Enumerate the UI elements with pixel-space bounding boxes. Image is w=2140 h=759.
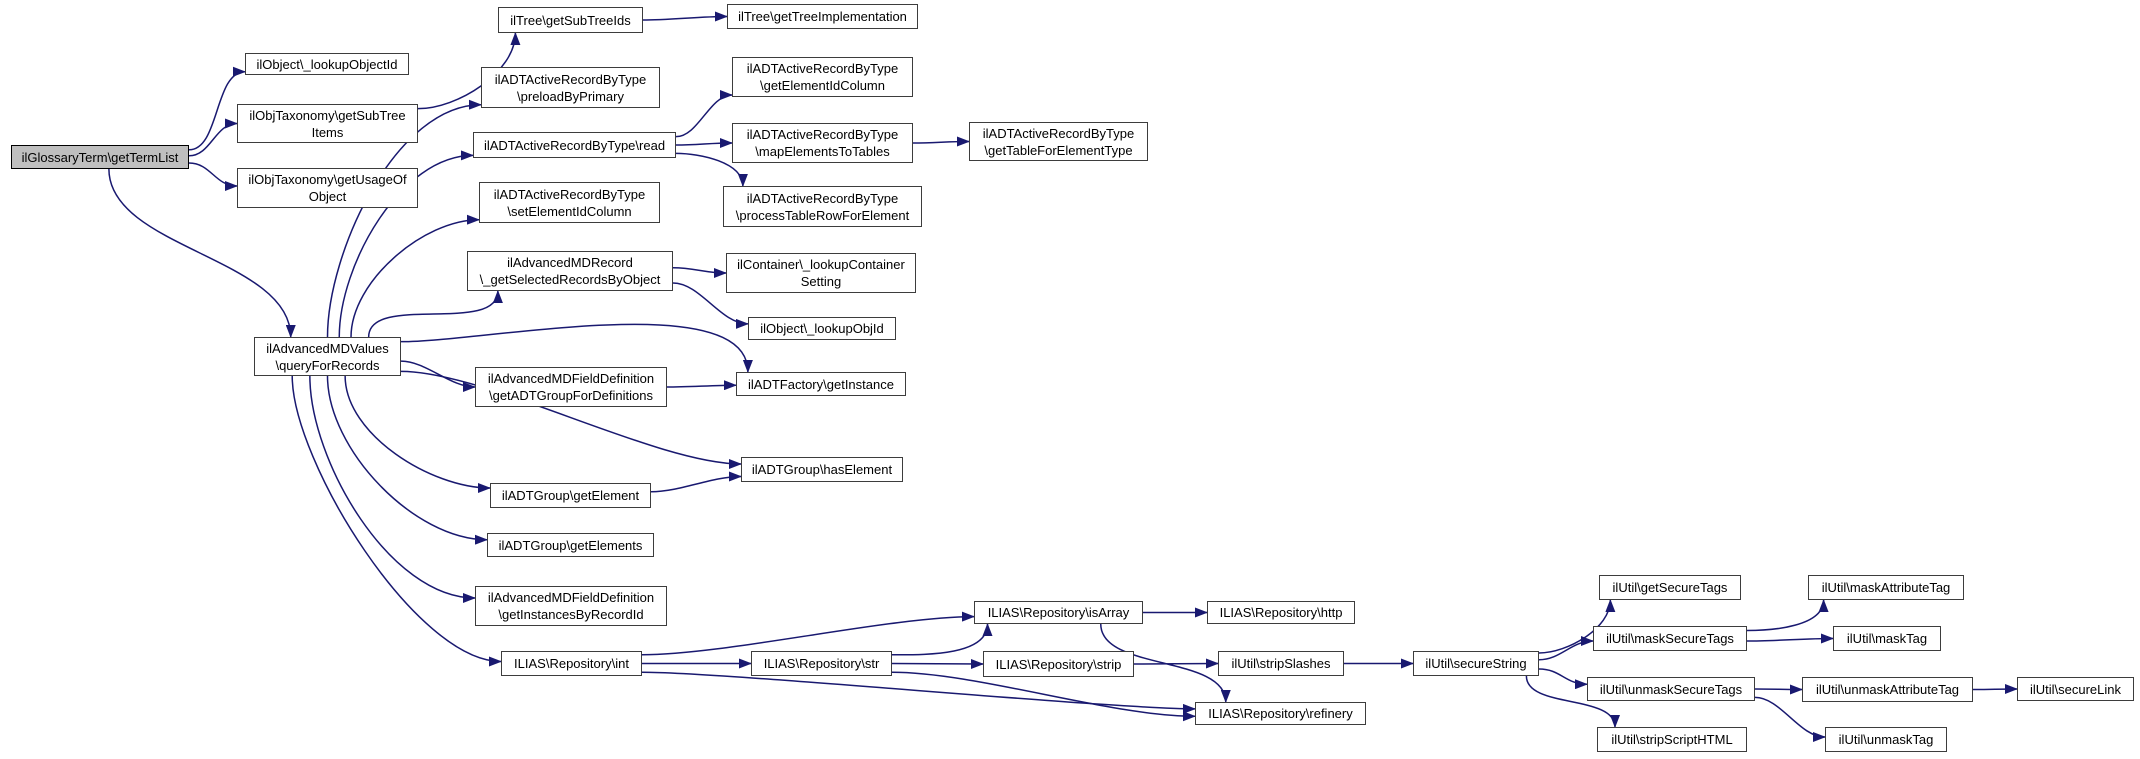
node-label: ilADTActiveRecordByType	[494, 71, 647, 87]
edge-secureString-to-maskSecureTags	[1539, 641, 1593, 660]
edge-unmaskSecureTags-to-unmaskAttributeTag	[1755, 689, 1802, 690]
edge-maskSecureTags-to-maskAttributeTag	[1747, 600, 1824, 631]
node-label: ILIAS\Repository\str	[763, 656, 880, 671]
edge-secureString-to-unmaskSecureTags	[1539, 669, 1587, 684]
node-lookupObjId[interactable]	[748, 317, 896, 340]
edge-getTermList-to-getUsageOfObject	[189, 163, 237, 186]
node-label: ilObjTaxonomy\getUsageOf	[248, 172, 407, 187]
node-label: ILIAS\Repository\isArray	[987, 605, 1130, 620]
edge-getSelectedRecordsByObject-to-lookupContainerSetting	[673, 268, 726, 273]
node-label: ilGlossaryTerm\getTermList	[21, 149, 179, 165]
edge-queryForRecords-to-repoInt	[292, 376, 501, 662]
node-getSelectedRecordsByObject[interactable]	[467, 251, 673, 291]
node-http[interactable]	[1207, 601, 1355, 624]
edge-unmaskSecureTags-to-unmaskTag	[1755, 697, 1825, 737]
node-processTableRowForElement[interactable]	[723, 186, 922, 227]
node-label: ilAdvancedMDFieldDefinition	[487, 371, 655, 386]
node-label: ilADTFactory\getInstance	[748, 376, 894, 392]
node-label: ilADTGroup\hasElement	[751, 462, 893, 477]
node-queryForRecords[interactable]	[254, 337, 401, 376]
node-label: ilADTActiveRecordByType	[746, 127, 899, 142]
node-getADTGroupForDefinitions[interactable]	[475, 367, 667, 407]
node-maskAttributeTag[interactable]	[1808, 575, 1964, 600]
node-label: \getElementIdColumn	[759, 78, 885, 93]
node-label: Items	[311, 124, 344, 140]
node-getElement[interactable]	[490, 483, 651, 508]
node-label: ilAdvancedMDFieldDefinition	[487, 590, 655, 605]
edge-strip-to-stripSlashes	[1134, 664, 1218, 665]
node-label: \setElementIdColumn	[507, 203, 632, 219]
node-label: ilADTActiveRecordByType	[493, 186, 646, 202]
node-label: ilObject\_lookupObjectId	[256, 56, 398, 72]
node-read[interactable]	[473, 132, 676, 158]
node-label: \mapElementsToTables	[755, 144, 890, 159]
node-label: ilUtil\stripScriptHTML	[1611, 732, 1733, 747]
node-unmaskAttributeTag[interactable]	[1802, 677, 1973, 702]
node-getTableForElementType[interactable]	[969, 122, 1148, 161]
edge-repoStr-to-refinery	[892, 672, 1195, 716]
node-refinery[interactable]	[1195, 702, 1366, 725]
edge-getSubTreeIds-to-getTreeImplementation	[643, 17, 727, 21]
node-lookupContainerSetting[interactable]	[726, 253, 916, 293]
edge-repoStr-to-strip	[892, 664, 983, 665]
node-maskTag[interactable]	[1833, 626, 1941, 651]
edge-repoInt-to-refinery	[642, 672, 1195, 709]
node-setElementIdColumn[interactable]	[479, 182, 660, 223]
edge-mapElementsToTables-to-getTableForElementType	[913, 142, 969, 144]
node-isArray[interactable]	[974, 601, 1143, 624]
node-label: ilUtil\unmaskAttributeTag	[1815, 682, 1960, 697]
node-label: ilUtil\secureLink	[2029, 681, 2122, 697]
node-getElementIdColumn[interactable]	[732, 57, 913, 97]
node-label: ilTree\getSubTreeIds	[510, 12, 631, 28]
node-label: ILIAS\Repository\refinery	[1208, 706, 1353, 721]
node-label: ilUtil\stripSlashes	[1231, 656, 1331, 671]
edge-maskSecureTags-to-maskTag	[1747, 639, 1833, 642]
node-label: \getADTGroupForDefinitions	[488, 388, 653, 403]
node-label: \getInstancesByRecordId	[498, 607, 644, 622]
node-label: ilUtil\unmaskSecureTags	[1599, 681, 1743, 697]
edge-queryForRecords-to-getSelectedRecordsByObject	[369, 291, 498, 337]
node-label: ilObject\_lookupObjId	[760, 321, 884, 336]
node-label: ilADTActiveRecordByType\read	[483, 137, 666, 153]
edge-read-to-getElementIdColumn	[676, 95, 732, 137]
node-label: ilContainer\_lookupContainer	[737, 257, 905, 272]
node-label: ILIAS\Repository\int	[514, 656, 629, 671]
node-hasElement[interactable]	[741, 457, 903, 482]
node-maskSecureTags[interactable]	[1593, 626, 1747, 651]
node-label: ilTree\getTreeImplementation	[738, 9, 907, 24]
node-strip[interactable]	[983, 651, 1134, 677]
node-label: ilADTActiveRecordByType	[746, 61, 899, 76]
edge-getElement-to-hasElement	[651, 477, 741, 492]
node-label: \getTableForElementType	[984, 142, 1133, 158]
edge-queryForRecords-to-setElementIdColumn	[351, 220, 479, 337]
node-label: ILIAS\Repository\http	[1219, 605, 1343, 620]
node-label: ilADTActiveRecordByType	[982, 125, 1135, 141]
node-label: \preloadByPrimary	[517, 88, 624, 104]
edge-repoInt-to-isArray	[642, 617, 974, 655]
node-label: ILIAS\Repository\strip	[995, 656, 1122, 672]
node-getInstancesByRecordId[interactable]	[475, 586, 667, 626]
node-lookupObjectId[interactable]	[245, 53, 409, 75]
edge-queryForRecords-to-getInstancesByRecordId	[310, 376, 475, 598]
edge-getADTGroupForDefinitions-to-getInstance	[667, 385, 736, 387]
node-getSubTreeItems[interactable]	[237, 104, 418, 143]
node-label: ilUtil\unmaskTag	[1838, 732, 1934, 747]
edge-queryForRecords-to-getInstance	[401, 324, 748, 372]
node-repoStr[interactable]	[751, 651, 892, 676]
node-label: ilUtil\maskAttributeTag	[1821, 580, 1951, 595]
node-preloadByPrimary[interactable]	[481, 67, 660, 108]
edge-queryForRecords-to-getADTGroupForDefinitions	[401, 361, 475, 387]
node-label: ilUtil\maskSecureTags	[1606, 631, 1734, 646]
node-secureLink[interactable]	[2017, 677, 2134, 701]
node-label: \_getSelectedRecordsByObject	[479, 272, 661, 287]
node-label: ilUtil\maskTag	[1846, 631, 1928, 646]
node-label: Setting	[800, 274, 842, 289]
node-label: ilAdvancedMDRecord	[507, 255, 633, 270]
node-label: ilADTGroup\getElement	[501, 488, 640, 503]
node-label: ilUtil\secureString	[1425, 656, 1527, 671]
edge-queryForRecords-to-getElements	[328, 376, 488, 540]
node-getTreeImplementation[interactable]	[727, 4, 918, 29]
node-unmaskSecureTags[interactable]	[1587, 677, 1755, 701]
node-mapElementsToTables[interactable]	[732, 123, 913, 163]
node-getSecureTags[interactable]	[1599, 575, 1741, 600]
edge-getTermList-to-getSubTreeItems	[189, 124, 237, 156]
node-repoInt[interactable]	[501, 651, 642, 676]
edge-unmaskAttributeTag-to-secureLink	[1973, 689, 2017, 690]
edge-repoStr-to-isArray	[892, 624, 988, 655]
node-label: ilAdvancedMDValues	[266, 340, 389, 356]
node-label: ilUtil\getSecureTags	[1612, 580, 1728, 595]
edge-read-to-mapElementsToTables	[676, 143, 732, 145]
node-label: \queryForRecords	[275, 357, 380, 373]
node-unmaskTag[interactable]	[1825, 727, 1947, 752]
node-stripScriptHTML[interactable]	[1597, 727, 1747, 752]
node-stripSlashes[interactable]	[1218, 651, 1344, 676]
node-label: \processTableRowForElement	[735, 207, 910, 223]
node-label: Object	[308, 189, 347, 204]
node-getInstance[interactable]	[736, 372, 906, 396]
node-getSubTreeIds[interactable]	[498, 7, 643, 33]
node-getUsageOfObject[interactable]	[237, 168, 418, 208]
node-label: ilADTActiveRecordByType	[746, 190, 899, 206]
node-label: ilADTGroup\getElements	[498, 537, 643, 553]
node-secureString[interactable]	[1413, 651, 1539, 676]
node-getTermList	[11, 145, 189, 169]
node-label: ilObjTaxonomy\getSubTree	[249, 107, 406, 123]
node-getElements[interactable]	[487, 533, 654, 557]
